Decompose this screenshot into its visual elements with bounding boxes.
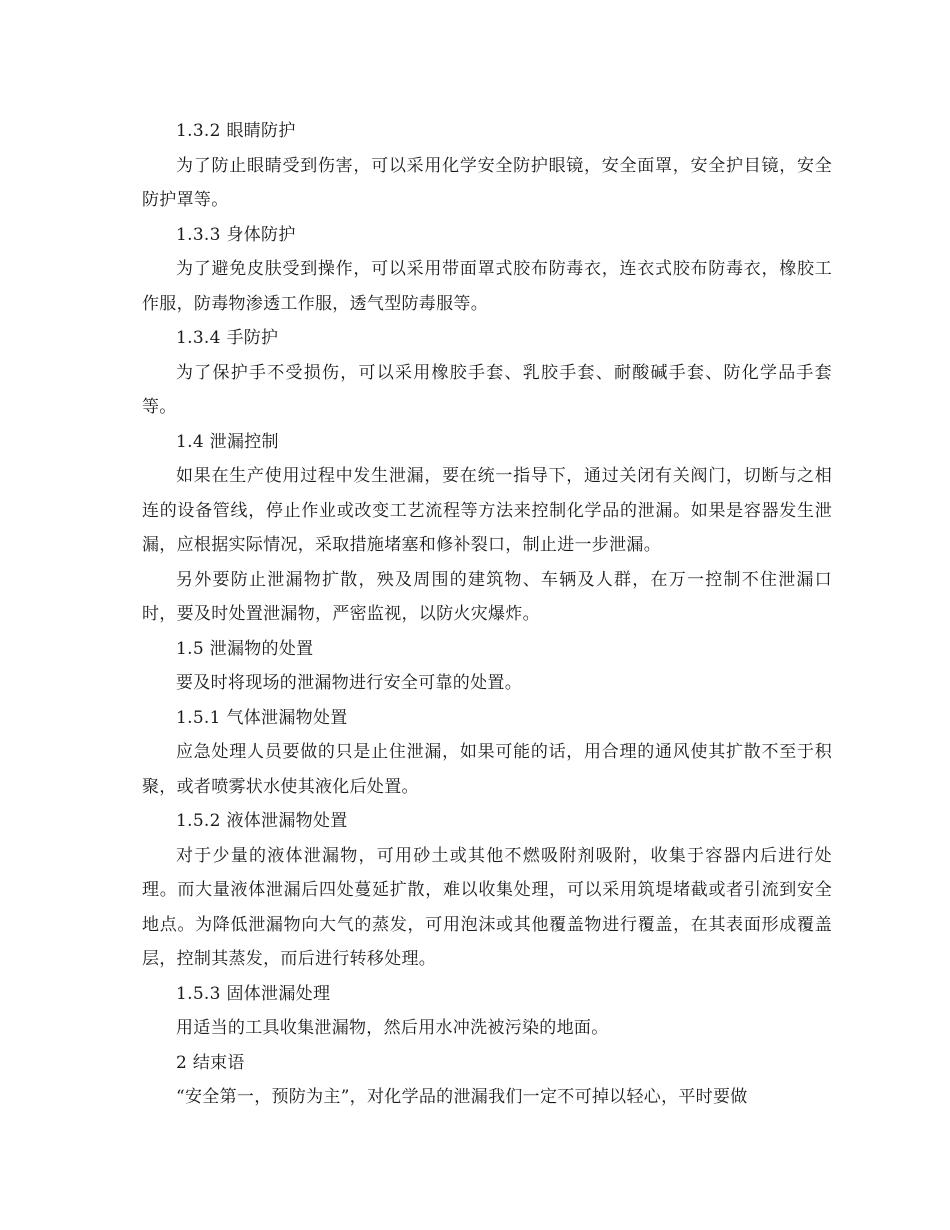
- heading-leak-control: 1.4 泄漏控制: [176, 431, 279, 452]
- heading-eye-protection: 1.3.2 眼睛防护: [176, 121, 296, 141]
- paragraph-gas-leak: 应急处理人员要做的只是止住泄漏，如果可能的话，用合理的通风使其扩散不至于积聚，或者喷雾状水使其液化后处置。: [142, 742, 832, 797]
- heading-leak-disposal: 1.5 泄漏物的处置: [176, 638, 314, 659]
- document-body: [142, 114, 832, 1115]
- paragraph-leak-control: 如果在生产使用过程中发生泄漏，要在统一指导下，通过关闭有关阀门，切断与之相连的设备管线，停止作业或改变工艺流程等方法来控制化学品的泄漏。如果是容器发生泄漏，应根据实际情况，采取措施堵塞和修补裂口，制止进一步泄漏。: [142, 466, 832, 555]
- heading-body-protection: 1.3.3 身体防护: [176, 224, 296, 245]
- paragraph-hand-protection: 为了保护手不受损伤，可以采用橡胶手套、乳胶手套、耐酸碱手套、防化学品手套等。: [142, 362, 832, 417]
- paragraph-leak-disposal: 要及时将现场的泄漏物进行安全可靠的处置。: [176, 673, 522, 693]
- heading-solid-leak: 1.5.3 固体泄漏处理: [176, 983, 331, 1004]
- heading-liquid-leak: 1.5.2 液体泄漏物处置: [176, 811, 348, 831]
- heading-hand-protection: 1.3.4 手防护: [176, 328, 279, 348]
- paragraph-leak-spread: 另外要防止泄漏物扩散，殃及周围的建筑物、车辆及人群，在万一控制不住泄漏口时，要及时处置泄漏物，严密监视，以防火灾爆炸。: [142, 569, 832, 624]
- heading-conclusion: 2 结束语: [176, 1052, 245, 1073]
- paragraph-conclusion: “安全第一，预防为主”，对化学品的泄漏我们一定不可掉以轻心，平时要做: [176, 1087, 748, 1107]
- paragraph-eye-protection: 为了防止眼睛受到伤害，可以采用化学安全防护眼镜，安全面罩，安全护目镜，安全防护罩等。: [142, 155, 832, 210]
- paragraph-liquid-leak: 对于少量的液体泄漏物，可用砂土或其他不燃吸附剂吸附，收集于容器内后进行处理。而大量液体泄漏后四处蔓延扩散，难以收集处理，可以采用筑堤堵截或者引流到安全地点。为降低泄漏物向大气的蒸发，可用泡沫或其他覆盖物进行覆盖，在其表面形成覆盖层，控制其蒸发，而后进行转移处理。: [142, 845, 832, 969]
- heading-gas-leak: 1.5.1 气体泄漏物处置: [176, 707, 348, 728]
- paragraph-body-protection: 为了避免皮肤受到操作，可以采用带面罩式胶布防毒衣，连衣式胶布防毒衣，橡胶工作服，防毒物渗透工作服，透气型防毒服等。: [142, 259, 832, 314]
- paragraph-solid-leak: 用适当的工具收集泄漏物，然后用水冲洗被污染的地面。: [176, 1018, 609, 1038]
